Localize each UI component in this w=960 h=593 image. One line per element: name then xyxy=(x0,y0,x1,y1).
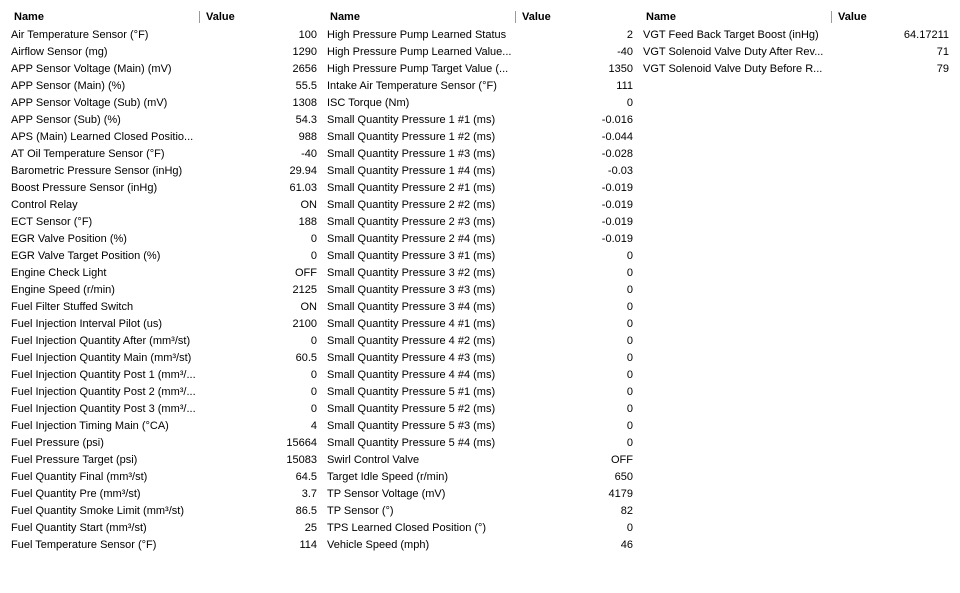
parameter-name: TP Sensor (°) xyxy=(327,504,394,517)
parameter-name: High Pressure Pump Learned Status xyxy=(327,28,507,41)
parameter-value: -0.019 xyxy=(601,215,633,228)
table-row[interactable] xyxy=(8,111,320,128)
parameter-name: Air Temperature Sensor (°F) xyxy=(11,28,149,41)
parameter-value: 60.5 xyxy=(295,351,317,364)
table-row[interactable] xyxy=(8,77,320,94)
parameter-value: 188 xyxy=(298,215,317,228)
parameter-name: Vehicle Speed (mph) xyxy=(327,538,430,551)
parameter-name: Small Quantity Pressure 4 #3 (ms) xyxy=(327,351,496,364)
parameter-value: -40 xyxy=(617,45,633,58)
table-row[interactable] xyxy=(8,519,320,536)
parameter-value: 4179 xyxy=(608,487,633,500)
table-row[interactable] xyxy=(324,451,636,468)
table-row[interactable] xyxy=(8,400,320,417)
parameter-name: Small Quantity Pressure 3 #1 (ms) xyxy=(327,249,496,262)
table-row[interactable] xyxy=(8,128,320,145)
parameter-name: TPS Learned Closed Position (°) xyxy=(327,521,487,534)
name-column-header[interactable]: Name xyxy=(330,10,360,23)
table-row[interactable] xyxy=(324,366,636,383)
table-row[interactable] xyxy=(8,485,320,502)
table-row[interactable] xyxy=(324,264,636,281)
parameter-name: Small Quantity Pressure 5 #3 (ms) xyxy=(327,419,496,432)
parameter-value: -0.03 xyxy=(607,164,633,177)
parameter-value: 0 xyxy=(626,334,633,347)
parameter-name: VGT Feed Back Target Boost (inHg) xyxy=(643,28,819,41)
parameter-value: -0.028 xyxy=(601,147,633,160)
table-row[interactable] xyxy=(324,332,636,349)
parameter-name: Boost Pressure Sensor (inHg) xyxy=(11,181,158,194)
table-row[interactable] xyxy=(8,196,320,213)
parameter-name: Fuel Quantity Smoke Limit (mm³/st) xyxy=(11,504,184,517)
parameter-name: Small Quantity Pressure 1 #2 (ms) xyxy=(327,130,496,143)
parameter-value: 0 xyxy=(310,368,317,381)
parameter-value: -0.044 xyxy=(601,130,633,143)
parameter-name: Small Quantity Pressure 4 #4 (ms) xyxy=(327,368,496,381)
column-header xyxy=(8,8,320,25)
parameter-name: Fuel Injection Quantity Post 3 (mm³/... xyxy=(11,402,196,415)
parameter-name: Small Quantity Pressure 2 #4 (ms) xyxy=(327,232,496,245)
parameter-name: Fuel Injection Timing Main (°CA) xyxy=(11,419,169,432)
table-row[interactable] xyxy=(324,298,636,315)
table-row[interactable] xyxy=(8,230,320,247)
table-row[interactable] xyxy=(324,281,636,298)
table-row[interactable] xyxy=(8,264,320,281)
parameter-value: 0 xyxy=(310,232,317,245)
parameter-value: 0 xyxy=(626,317,633,330)
parameter-name: Fuel Injection Quantity Post 1 (mm³/... xyxy=(11,368,196,381)
parameter-value: 1350 xyxy=(608,62,633,75)
column-header xyxy=(324,8,636,25)
table-row[interactable] xyxy=(8,536,320,553)
parameter-name: High Pressure Pump Learned Value... xyxy=(327,45,512,58)
parameter-name: High Pressure Pump Target Value (... xyxy=(327,62,509,75)
parameter-value: 650 xyxy=(614,470,633,483)
table-row[interactable] xyxy=(324,111,636,128)
name-column-header[interactable]: Name xyxy=(14,10,44,23)
table-row[interactable] xyxy=(8,281,320,298)
table-row[interactable] xyxy=(324,417,636,434)
parameter-value: 4 xyxy=(310,419,317,432)
parameter-value: 0 xyxy=(626,300,633,313)
table-row[interactable] xyxy=(324,60,636,77)
table-row[interactable] xyxy=(8,43,320,60)
table-row[interactable] xyxy=(640,26,952,43)
table-row[interactable] xyxy=(8,468,320,485)
table-row[interactable] xyxy=(8,213,320,230)
parameter-value: 0 xyxy=(310,385,317,398)
table-row[interactable] xyxy=(324,128,636,145)
parameter-name: Fuel Injection Interval Pilot (us) xyxy=(11,317,163,330)
parameter-name: Swirl Control Valve xyxy=(327,453,420,466)
table-row[interactable] xyxy=(8,366,320,383)
parameter-value: -0.016 xyxy=(601,113,633,126)
parameter-value: 0 xyxy=(626,96,633,109)
table-row[interactable] xyxy=(8,315,320,332)
table-row[interactable] xyxy=(8,94,320,111)
table-row[interactable] xyxy=(8,60,320,77)
table-row[interactable] xyxy=(8,298,320,315)
parameter-value: 0 xyxy=(626,419,633,432)
data-rows xyxy=(640,26,952,77)
parameter-name: Fuel Quantity Final (mm³/st) xyxy=(11,470,148,483)
parameter-value: 0 xyxy=(626,266,633,279)
parameter-value: 64.17211 xyxy=(903,28,949,41)
parameter-value: ON xyxy=(300,198,317,211)
parameter-name: EGR Valve Target Position (%) xyxy=(11,249,161,262)
table-row[interactable] xyxy=(324,536,636,553)
parameter-name: VGT Solenoid Valve Duty After Rev... xyxy=(643,45,824,58)
parameter-name: Fuel Quantity Start (mm³/st) xyxy=(11,521,147,534)
table-row[interactable] xyxy=(324,485,636,502)
parameter-name: APP Sensor (Main) (%) xyxy=(11,79,126,92)
value-column-header[interactable]: Value xyxy=(831,11,952,23)
table-row[interactable] xyxy=(324,162,636,179)
data-column-1 xyxy=(8,8,320,553)
value-column-header[interactable]: Value xyxy=(199,11,320,23)
parameter-value: 114 xyxy=(299,538,317,551)
parameter-name: Airflow Sensor (mg) xyxy=(11,45,108,58)
parameter-value: 0 xyxy=(310,334,317,347)
parameter-name: Small Quantity Pressure 1 #4 (ms) xyxy=(327,164,496,177)
parameter-name: AT Oil Temperature Sensor (°F) xyxy=(11,147,165,160)
parameter-name: APP Sensor Voltage (Main) (mV) xyxy=(11,62,172,75)
data-rows xyxy=(324,26,636,553)
parameter-name: Fuel Filter Stuffed Switch xyxy=(11,300,134,313)
table-row[interactable] xyxy=(8,332,320,349)
parameter-value: 1308 xyxy=(292,96,317,109)
parameter-name: Fuel Injection Quantity Post 2 (mm³/... xyxy=(11,385,196,398)
parameter-name: EGR Valve Position (%) xyxy=(11,232,127,245)
table-row[interactable] xyxy=(324,43,636,60)
parameter-value: 2100 xyxy=(292,317,317,330)
parameter-value: 54.3 xyxy=(295,113,317,126)
parameter-name: Small Quantity Pressure 3 #3 (ms) xyxy=(327,283,496,296)
table-row[interactable] xyxy=(8,417,320,434)
parameter-value: 15664 xyxy=(286,436,317,449)
parameter-value: 15083 xyxy=(286,453,317,466)
table-row[interactable] xyxy=(324,349,636,366)
parameter-value: 29.94 xyxy=(289,164,317,177)
parameter-name: Small Quantity Pressure 5 #1 (ms) xyxy=(327,385,496,398)
table-row[interactable] xyxy=(8,434,320,451)
table-row[interactable] xyxy=(324,179,636,196)
table-row[interactable] xyxy=(8,451,320,468)
parameter-name: Small Quantity Pressure 1 #1 (ms) xyxy=(327,113,496,126)
parameter-value: 111 xyxy=(616,79,633,92)
parameter-name: Intake Air Temperature Sensor (°F) xyxy=(327,79,497,92)
table-row[interactable] xyxy=(324,213,636,230)
name-column-header[interactable]: Name xyxy=(646,10,676,23)
parameter-value: 55.5 xyxy=(295,79,317,92)
parameter-name: Fuel Injection Quantity Main (mm³/st) xyxy=(11,351,192,364)
parameter-name: Small Quantity Pressure 3 #4 (ms) xyxy=(327,300,496,313)
parameter-value: 86.5 xyxy=(295,504,317,517)
table-row[interactable] xyxy=(324,230,636,247)
parameter-value: 0 xyxy=(626,402,633,415)
parameter-value: 2 xyxy=(626,28,633,41)
parameter-name: Small Quantity Pressure 2 #1 (ms) xyxy=(327,181,496,194)
parameter-value: 3.7 xyxy=(301,487,317,500)
parameter-name: Small Quantity Pressure 4 #2 (ms) xyxy=(327,334,496,347)
parameter-name: APS (Main) Learned Closed Positio... xyxy=(11,130,194,143)
parameter-name: Engine Check Light xyxy=(11,266,107,279)
table-row[interactable] xyxy=(640,43,952,60)
table-row[interactable] xyxy=(8,162,320,179)
parameter-value: 0 xyxy=(626,436,633,449)
parameter-value: 2125 xyxy=(292,283,317,296)
parameter-name: APP Sensor (Sub) (%) xyxy=(11,113,121,126)
table-row[interactable] xyxy=(324,434,636,451)
parameter-name: ECT Sensor (°F) xyxy=(11,215,93,228)
parameter-value: -0.019 xyxy=(601,232,633,245)
parameter-value: 0 xyxy=(626,283,633,296)
parameter-value: 0 xyxy=(626,521,633,534)
parameter-value: 1290 xyxy=(292,45,317,58)
table-row[interactable] xyxy=(324,26,636,43)
table-row[interactable] xyxy=(324,519,636,536)
table-row[interactable] xyxy=(8,179,320,196)
parameter-value: 0 xyxy=(310,249,317,262)
table-row[interactable] xyxy=(324,468,636,485)
parameter-name: Control Relay xyxy=(11,198,78,211)
parameter-name: VGT Solenoid Valve Duty Before R... xyxy=(643,62,823,75)
parameter-name: Small Quantity Pressure 5 #4 (ms) xyxy=(327,436,496,449)
table-row[interactable] xyxy=(8,26,320,43)
parameter-value: -0.019 xyxy=(601,181,633,194)
parameter-name: Small Quantity Pressure 1 #3 (ms) xyxy=(327,147,496,160)
value-column-header[interactable]: Value xyxy=(515,11,636,23)
parameter-name: Small Quantity Pressure 4 #1 (ms) xyxy=(327,317,496,330)
table-row[interactable] xyxy=(324,145,636,162)
parameter-name: Engine Speed (r/min) xyxy=(11,283,115,296)
parameter-name: Fuel Temperature Sensor (°F) xyxy=(11,538,157,551)
parameter-name: Fuel Quantity Pre (mm³/st) xyxy=(11,487,141,500)
parameter-value: 0 xyxy=(626,368,633,381)
parameter-name: Small Quantity Pressure 3 #2 (ms) xyxy=(327,266,496,279)
table-row[interactable] xyxy=(8,502,320,519)
parameter-value: 25 xyxy=(304,521,317,534)
parameter-value: 0 xyxy=(626,385,633,398)
parameter-name: Small Quantity Pressure 2 #3 (ms) xyxy=(327,215,496,228)
parameter-name: TP Sensor Voltage (mV) xyxy=(327,487,446,500)
parameter-value: 988 xyxy=(298,130,317,143)
table-row[interactable] xyxy=(324,77,636,94)
table-row[interactable] xyxy=(324,400,636,417)
parameter-value: 82 xyxy=(620,504,633,517)
parameter-value: 46 xyxy=(620,538,633,551)
data-rows xyxy=(8,26,320,553)
parameter-value: OFF xyxy=(611,453,633,466)
parameter-name: Barometric Pressure Sensor (inHg) xyxy=(11,164,183,177)
parameter-value: 0 xyxy=(626,351,633,364)
parameter-value: 100 xyxy=(298,28,317,41)
parameter-value: -40 xyxy=(301,147,317,160)
table-row[interactable] xyxy=(640,60,952,77)
parameter-value: 64.5 xyxy=(295,470,317,483)
table-row[interactable] xyxy=(324,315,636,332)
data-column-3 xyxy=(640,8,952,77)
parameter-name: ISC Torque (Nm) xyxy=(327,96,410,109)
table-row[interactable] xyxy=(324,502,636,519)
parameter-value: 71 xyxy=(936,45,949,58)
data-column-2 xyxy=(324,8,636,553)
table-row[interactable] xyxy=(324,94,636,111)
table-row[interactable] xyxy=(8,383,320,400)
parameter-name: Small Quantity Pressure 5 #2 (ms) xyxy=(327,402,496,415)
parameter-value: 0 xyxy=(310,402,317,415)
parameter-value: 0 xyxy=(626,249,633,262)
parameter-value: ON xyxy=(300,300,317,313)
table-row[interactable] xyxy=(324,383,636,400)
parameter-name: Fuel Pressure (psi) xyxy=(11,436,104,449)
parameter-name: Target Idle Speed (r/min) xyxy=(327,470,449,483)
column-header xyxy=(640,8,952,25)
parameter-name: Fuel Pressure Target (psi) xyxy=(11,453,138,466)
table-row[interactable] xyxy=(8,247,320,264)
table-row[interactable] xyxy=(8,145,320,162)
parameter-value: 2656 xyxy=(292,62,317,75)
parameter-value: 61.03 xyxy=(289,181,317,194)
parameter-name: Fuel Injection Quantity After (mm³/st) xyxy=(11,334,191,347)
parameter-value: 79 xyxy=(936,62,949,75)
table-row[interactable] xyxy=(324,196,636,213)
table-row[interactable] xyxy=(8,349,320,366)
parameter-name: APP Sensor Voltage (Sub) (mV) xyxy=(11,96,168,109)
parameter-value: -0.019 xyxy=(601,198,633,211)
parameter-value: OFF xyxy=(295,266,317,279)
parameter-name: Small Quantity Pressure 2 #2 (ms) xyxy=(327,198,496,211)
table-row[interactable] xyxy=(324,247,636,264)
